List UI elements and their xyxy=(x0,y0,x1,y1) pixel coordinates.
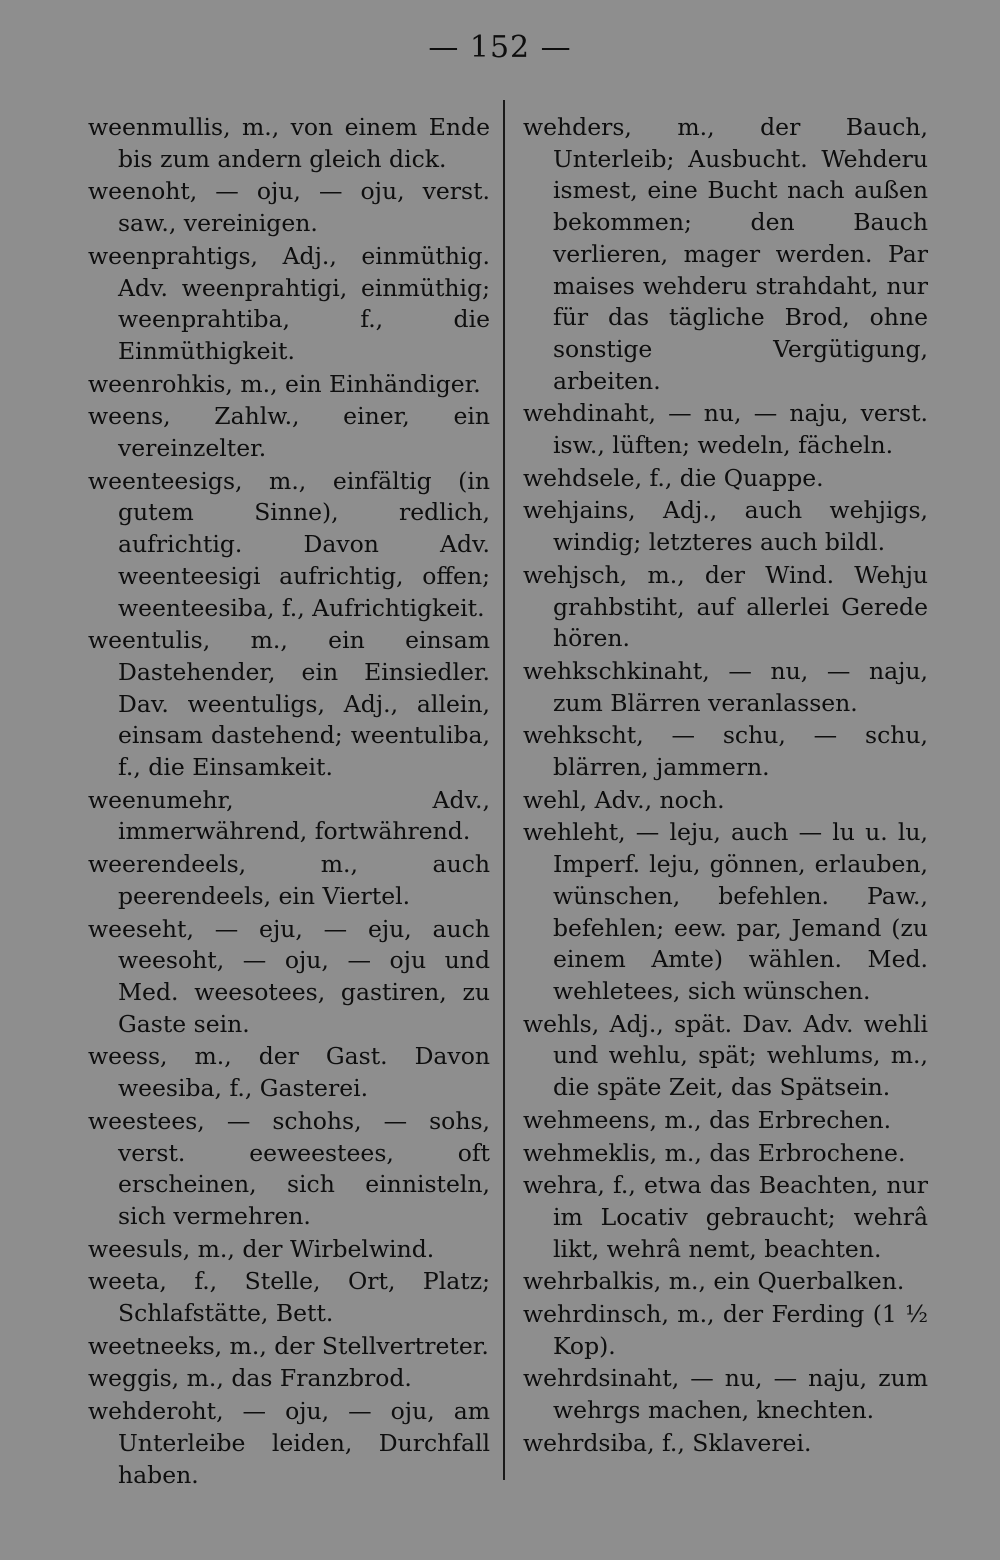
dictionary-entry: wehkschkinaht, — nu, — naju, zum Blärren veranlassen. xyxy=(523,656,928,717)
dictionary-entry: weentulis, m., ein einsam Dastehender, ein Einsiedler. Dav. weentuligs, Adj., allein, einsam dastehend; weentuliba, f., die Einsamkeit. xyxy=(88,626,490,782)
dictionary-entry: weenrohkis, m., ein Einhändiger. xyxy=(88,369,481,398)
right-column xyxy=(523,112,928,1461)
dictionary-entry: weesuls, m., der Wirbelwind. xyxy=(88,1234,435,1263)
dictionary-entry: weeta, f., Stelle, Ort, Platz; Schlafstätte, Bett. xyxy=(88,1267,490,1328)
dictionary-entry: wehls, Adj., spät. Dav. Adv. wehli und wehlu, spät; wehlums, m., die späte Zeit, das Spätsein. xyxy=(523,1009,928,1102)
dictionary-entry: wehra, f., etwa das Beachten, nur im Locativ gebraucht; wehrâ likt, wehrâ nemt, beachten. xyxy=(523,1171,928,1263)
dictionary-entry: wehkscht, — schu, — schu, blärren, jammern. xyxy=(523,721,928,782)
dictionary-entry: wehderoht, — oju, — oju, am Unterleibe leiden, Durchfall haben. xyxy=(88,1397,490,1489)
dictionary-entry: wehrbalkis, m., ein Querbalken. xyxy=(523,1267,905,1296)
dictionary-entry: wehdsele, f., die Quappe. xyxy=(523,463,824,492)
dictionary-entry: wehrdsiba, f., Sklaverei. xyxy=(523,1428,812,1457)
dictionary-entry: weggis, m., das Franzbrod. xyxy=(88,1364,412,1393)
dictionary-entry: wehleht, — leju, auch — lu u. lu, Imperf. leju, gönnen, erlauben, wünschen, befehlen. Paw., befehlen; eew. par, Jemand (zu einem Amte) wählen. Med. wehletees, sich wünschen. xyxy=(523,818,928,1005)
dictionary-entry: wehrdinsch, m., der Ferding (1 ½ Kop). xyxy=(523,1300,928,1360)
dictionary-entry: weens, Zahlw., einer, ein vereinzelter. xyxy=(88,402,490,463)
dictionary-entry: weenprahtigs, Adj., einmüthig. Adv. weenprahtigi, einmüthig; weenprahtiba, f., die Einmüthigkeit. xyxy=(88,241,490,365)
dictionary-entry: weetneeks, m., der Stellvertreter. xyxy=(88,1331,489,1360)
dictionary-entry: wehjains, Adj., auch wehjigs, windig; letzteres auch bildl. xyxy=(523,496,928,557)
dictionary-entry: weenteesigs, m., einfältig (in gutem Sinne), redlich, aufrichtig. Davon Adv. weenteesigi aufrichtig, offen; weenteesiba, f., Aufrichtigkeit. xyxy=(88,466,490,622)
dictionary-entry: weerendeels, m., auch peerendeels, ein Viertel. xyxy=(88,850,490,910)
dictionary-entry: wehl, Adv., noch. xyxy=(523,785,725,814)
dictionary-entry: wehmeens, m., das Erbrechen. xyxy=(523,1105,892,1134)
dictionary-entry: wehders, m., der Bauch, Unterleib; Ausbucht. Wehderu ismest, eine Bucht nach außen bekommen; den Bauch verlieren, mager werden. Par maises wehderu strahdaht, nur für das tägliche Brod, ohne sonstige Vergütigung, arbeiten. xyxy=(523,113,928,395)
dictionary-entry: weenoht, — oju, — oju, verst. saw., vereinigen. xyxy=(88,177,490,238)
dictionary-entry: weess, m., der Gast. Davon weesiba, f., Gasterei. xyxy=(88,1042,490,1103)
dictionary-entry: weenumehr, Adv., immerwährend, fortwährend. xyxy=(88,785,490,846)
dictionary-entry: wehdinaht, — nu, — naju, verst. isw., lüften; wedeln, fächeln. xyxy=(523,399,928,460)
dictionary-entry: wehmeklis, m., das Erbrochene. xyxy=(523,1138,906,1167)
dictionary-entry: wehjsch, m., der Wind. Wehju grahbstiht, auf allerlei Gerede hören. xyxy=(523,560,928,653)
dictionary-entry: wehrdsinaht, — nu, — naju, zum wehrgs machen, knechten. xyxy=(523,1364,928,1425)
left-column xyxy=(88,112,490,1492)
dictionary-entry: weestees, — schohs, — sohs, verst. eeweestees, oft erscheinen, sich einnisteln, sich vermehren. xyxy=(88,1106,490,1230)
column-divider xyxy=(503,100,505,1480)
page-number: — 152 — xyxy=(428,30,572,65)
dictionary-entry: weenmullis, m., von einem Ende bis zum andern gleich dick. xyxy=(88,113,490,173)
dictionary-entry: weeseht, — eju, — eju, auch weesoht, — oju, — oju und Med. weesotees, gastiren, zu Gaste sein. xyxy=(88,914,490,1038)
